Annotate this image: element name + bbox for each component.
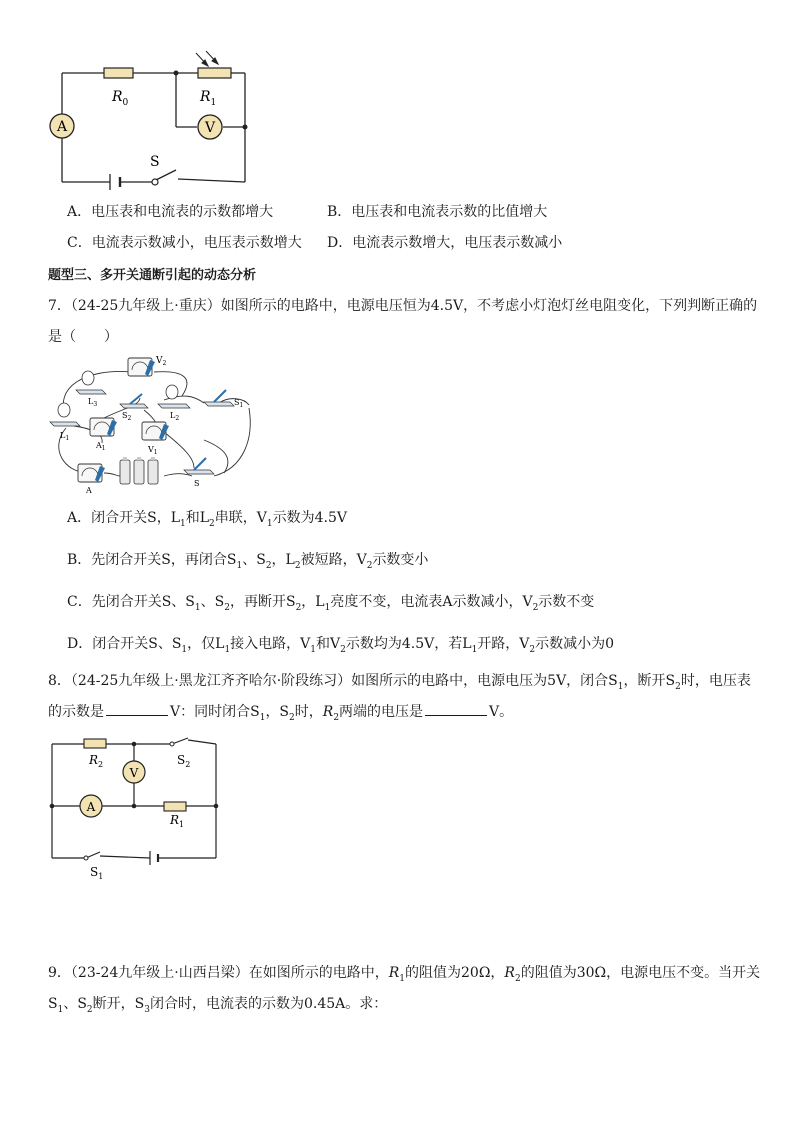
q8-stem-line1: 8．（24-25九年级上·黑龙江齐齐哈尔·阶段练习）如图所示的电路中，电源电压为5V，闭合$S_1$，断开$S_2$时，电压表 xyxy=(48,673,751,692)
svg-text:S: S xyxy=(194,479,200,488)
q7-option-c: C．先闭合开关S、$S_1$、$S_2$，再断开$S_2$，$L_1$亮度不变，电流表A示数减小，$V_2$示数不变 xyxy=(67,594,595,613)
section-heading: 题型三、多开关通断引起的动态分析 xyxy=(48,268,257,283)
svg-text:S2: $S_2$ xyxy=(177,753,191,769)
voltmeter-label: V xyxy=(204,120,216,136)
svg-text:A: A xyxy=(86,486,92,495)
q7-option-a: A．闭合开关S，$L_1$和$L_2$串联，$V_1$示数为4.5V xyxy=(67,510,347,529)
switch-label: S xyxy=(150,154,160,170)
svg-text:S1: $S_1$ xyxy=(90,865,104,881)
q7-option-b: B．先闭合开关S，再闭合$S_1$、$S_2$，$L_2$被短路，$V_2$示数变小 xyxy=(67,552,429,571)
r0-label: $R_0$ xyxy=(112,89,129,108)
svg-text:V2: $V_2$ xyxy=(156,356,167,367)
answer-blank-1[interactable] xyxy=(106,714,168,716)
svg-text:A1: $A_1$ xyxy=(96,441,106,452)
q7-option-d: D．闭合开关S、$S_1$，仅$L_1$接入电路，$V_1$和$V_2$示数均为4.5V，若$L_1$开路，$V_2$示数减小为0 xyxy=(67,636,615,655)
svg-text:R1: $R_1$ xyxy=(170,813,185,829)
svg-text:L1: $L_1$ xyxy=(60,431,70,442)
q6-option-d: D．电流表示数增大，电压表示数减小 xyxy=(327,235,563,251)
q6-option-a: A．电压表和电流表的示数都增大 xyxy=(67,204,274,220)
circuit-figure-q8 xyxy=(44,734,224,884)
svg-text:A: A xyxy=(86,800,96,814)
q8-stem-line2: 的示数是 V：同时闭合$S_1$，$S_2$时，$R_2$两端的电压是 V。 xyxy=(48,704,514,723)
q7-stem-line2: 是（ ） xyxy=(48,329,118,345)
circuit-figure-1 xyxy=(40,40,270,190)
q6-option-b: B．电压表和电流表示数的比值增大 xyxy=(327,204,548,220)
circuit-figure-q7 xyxy=(44,348,256,496)
ammeter-label: A xyxy=(56,119,68,135)
svg-text:S1: $S_1$ xyxy=(234,398,244,409)
q6-option-c: C．电流表示数减小，电压表示数增大 xyxy=(67,235,302,251)
r1-label: $R_1$ xyxy=(200,89,217,108)
svg-text:R2: $R_2$ xyxy=(89,753,104,769)
svg-text:V: V xyxy=(129,766,139,780)
q9-stem-line1: 9．（23-24九年级上·山西吕梁）在如图所示的电路中，$R_1$的阻值为20Ω，$R_2$的阻值为30Ω，电源电压不变。当开关 xyxy=(48,965,761,984)
answer-blank-2[interactable] xyxy=(425,714,487,716)
svg-text:L3: $L_3$ xyxy=(88,397,98,408)
svg-text:S2: $S_2$ xyxy=(122,411,132,422)
svg-text:L2: $L_2$ xyxy=(170,411,180,422)
svg-text:V1: $V_1$ xyxy=(148,445,158,456)
q7-stem-line1: 7．（24-25九年级上·重庆）如图所示的电路中，电源电压恒为4.5V，不考虑小灯泡灯丝电阻变化，下列判断正确的 xyxy=(48,298,758,314)
q9-stem-line2: $S_1$、$S_2$断开，$S_3$闭合时，电流表的示数为0.45A。求： xyxy=(48,996,388,1015)
